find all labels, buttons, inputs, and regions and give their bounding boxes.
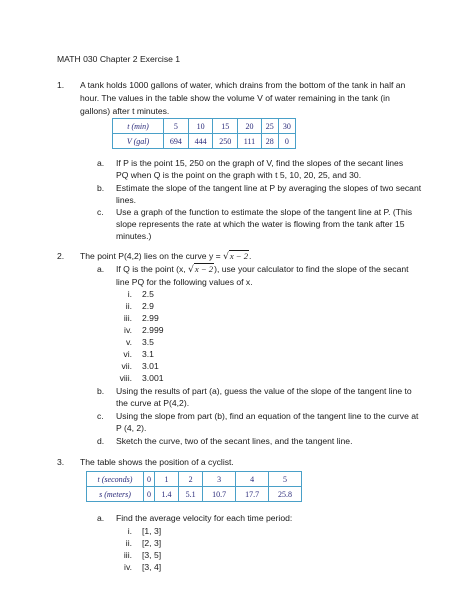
problem-1a-text-line: PQ when Q is the point on the graph with t 5, 10, 20, 25, and 30.	[116, 170, 362, 180]
time-period: [3, 5]	[142, 550, 162, 560]
period-roman: iv.	[124, 562, 132, 572]
table-cell: 1.4	[154, 487, 178, 502]
table-cell: 5	[269, 472, 302, 487]
problem-2a-text-end: ), use your calculator to find the slope of the secant	[214, 264, 409, 274]
x-value: 3.001	[142, 373, 164, 383]
problem-2c-text-line: Using the slope from part (b), find an equation of the tangent line to the curve at	[116, 411, 419, 421]
x-value-roman: viii.	[119, 373, 132, 383]
table-cell: 0	[278, 134, 295, 149]
time-period: [1, 3]	[142, 526, 162, 536]
problem-1-text-line: A tank holds 1000 gallons of water, which drains from the bottom of the tank in half an	[80, 80, 406, 90]
table-cell: t (min)	[113, 119, 164, 134]
problem-3a-label: a.	[97, 513, 105, 523]
problem-1c-text-line: Use a graph of the function to estimate the slope of the tangent line at P. (This	[116, 207, 413, 217]
table-cell: 111	[238, 134, 262, 149]
x-value: 2.9	[142, 301, 154, 311]
table-cell: 0	[144, 472, 155, 487]
table-cell: V (gal)	[113, 134, 164, 149]
problem-3a-text-line: Find the average velocity for each time period:	[116, 513, 293, 523]
x-value: 3.1	[142, 349, 154, 359]
table-cell: 694	[164, 134, 189, 149]
x-value: 3.5	[142, 337, 154, 347]
table-cell: 444	[188, 134, 213, 149]
cyclist-position-table	[86, 471, 302, 502]
problem-1c-text-line: minutes.)	[116, 231, 152, 241]
table-cell: 5	[164, 119, 189, 134]
problem-1-number: 1.	[57, 80, 65, 90]
sqrt-expression	[223, 251, 252, 262]
radical-sign-icon: √	[223, 252, 229, 262]
table-cell: 1	[154, 472, 178, 487]
x-value-roman: v.	[125, 337, 132, 347]
table-cell: 17.7	[236, 487, 269, 502]
period-roman: ii.	[125, 538, 132, 548]
problem-1b-text-line: Estimate the slope of the tangent line at P by averaging the slopes of two secant	[116, 183, 422, 193]
sqrt-expression	[188, 264, 214, 275]
problem-3-number: 3.	[57, 457, 65, 467]
table-cell: 10	[188, 119, 213, 134]
table-cell: 3	[203, 472, 236, 487]
problem-2c-text-line: P (4, 2).	[116, 423, 147, 433]
x-value-roman: i.	[127, 289, 132, 299]
table-cell: 20	[238, 119, 262, 134]
table-cell: 0	[144, 487, 155, 502]
problem-2b-text-line: the curve at P(4,2).	[116, 398, 190, 408]
problem-2a-text-line	[116, 264, 409, 275]
table-cell: 4	[236, 472, 269, 487]
radical-sign-icon: √	[188, 265, 194, 275]
page-title: MATH 030 Chapter 2 Exercise 1	[57, 54, 181, 64]
problem-1c-label: c.	[97, 207, 104, 217]
problem-2a-text-start: If Q is the point (x,	[116, 264, 189, 274]
x-value-roman: vi.	[123, 349, 132, 359]
problem-2b-label: b.	[97, 386, 105, 396]
table-row	[113, 119, 296, 134]
table-cell: 25	[261, 119, 278, 134]
table-cell: 250	[213, 134, 238, 149]
problem-2c-label: c.	[97, 411, 104, 421]
table-cell: 5.1	[179, 487, 203, 502]
table-cell: t (seconds)	[87, 472, 144, 487]
problem-2-intro-text: The point P(4,2) lies on the curve y =	[80, 251, 224, 261]
problem-1a-text-line: If P is the point 15, 250 on the graph of V, find the slopes of the secant lines	[116, 158, 404, 168]
x-value: 3.01	[142, 361, 159, 371]
problem-1-text-line: hour. The values in the table show the volume V of water remaining in the tank (in	[80, 93, 390, 103]
table-cell: 30	[278, 119, 295, 134]
table-cell: 25.8	[269, 487, 302, 502]
x-value-roman: iii.	[123, 313, 132, 323]
table-cell: 10.7	[203, 487, 236, 502]
problem-2a-text-line: line PQ for the following values of x.	[116, 277, 253, 287]
x-value-roman: ii.	[125, 301, 132, 311]
problem-1b-label: b.	[97, 183, 105, 193]
time-period: [2, 3]	[142, 538, 162, 548]
x-value: 2.99	[142, 313, 159, 323]
radicand: x − 2	[229, 251, 249, 261]
problem-2-number: 2.	[57, 251, 65, 261]
problem-2d-label: d.	[97, 436, 105, 446]
problem-1c-text-line: slope represents the rate at which the water is flowing from the tank after 15	[116, 219, 405, 229]
tank-volume-table	[112, 118, 296, 149]
table-cell: 15	[213, 119, 238, 134]
problem-1b-text-line: lines.	[116, 195, 137, 205]
period-roman: iii.	[123, 550, 132, 560]
problem-2d-text-line: Sketch the curve, two of the secant lines, and the tangent line.	[116, 436, 353, 446]
table-row	[87, 487, 302, 502]
problem-2b-text-line: Using the results of part (a), guess the value of the slope of the tangent line to	[116, 386, 412, 396]
table-row	[113, 134, 296, 149]
problem-3-text-line: The table shows the position of a cyclist.	[80, 457, 234, 467]
problem-2-intro-end: .	[249, 251, 252, 261]
x-value-roman: iv.	[124, 325, 132, 335]
period-roman: i.	[127, 526, 132, 536]
problem-1a-label: a.	[97, 158, 105, 168]
table-cell: 2	[179, 472, 203, 487]
radicand: x − 2	[194, 264, 214, 274]
table-row	[87, 472, 302, 487]
table-cell: s (meters)	[87, 487, 144, 502]
table-cell: 28	[261, 134, 278, 149]
x-value: 2.5	[142, 289, 154, 299]
problem-1-text-line: gallons) after t minutes.	[80, 106, 170, 116]
problem-2-intro	[80, 251, 251, 262]
x-value-roman: vii.	[121, 361, 132, 371]
x-value: 2.999	[142, 325, 164, 335]
time-period: [3, 4]	[142, 562, 162, 572]
problem-2a-label: a.	[97, 264, 105, 274]
